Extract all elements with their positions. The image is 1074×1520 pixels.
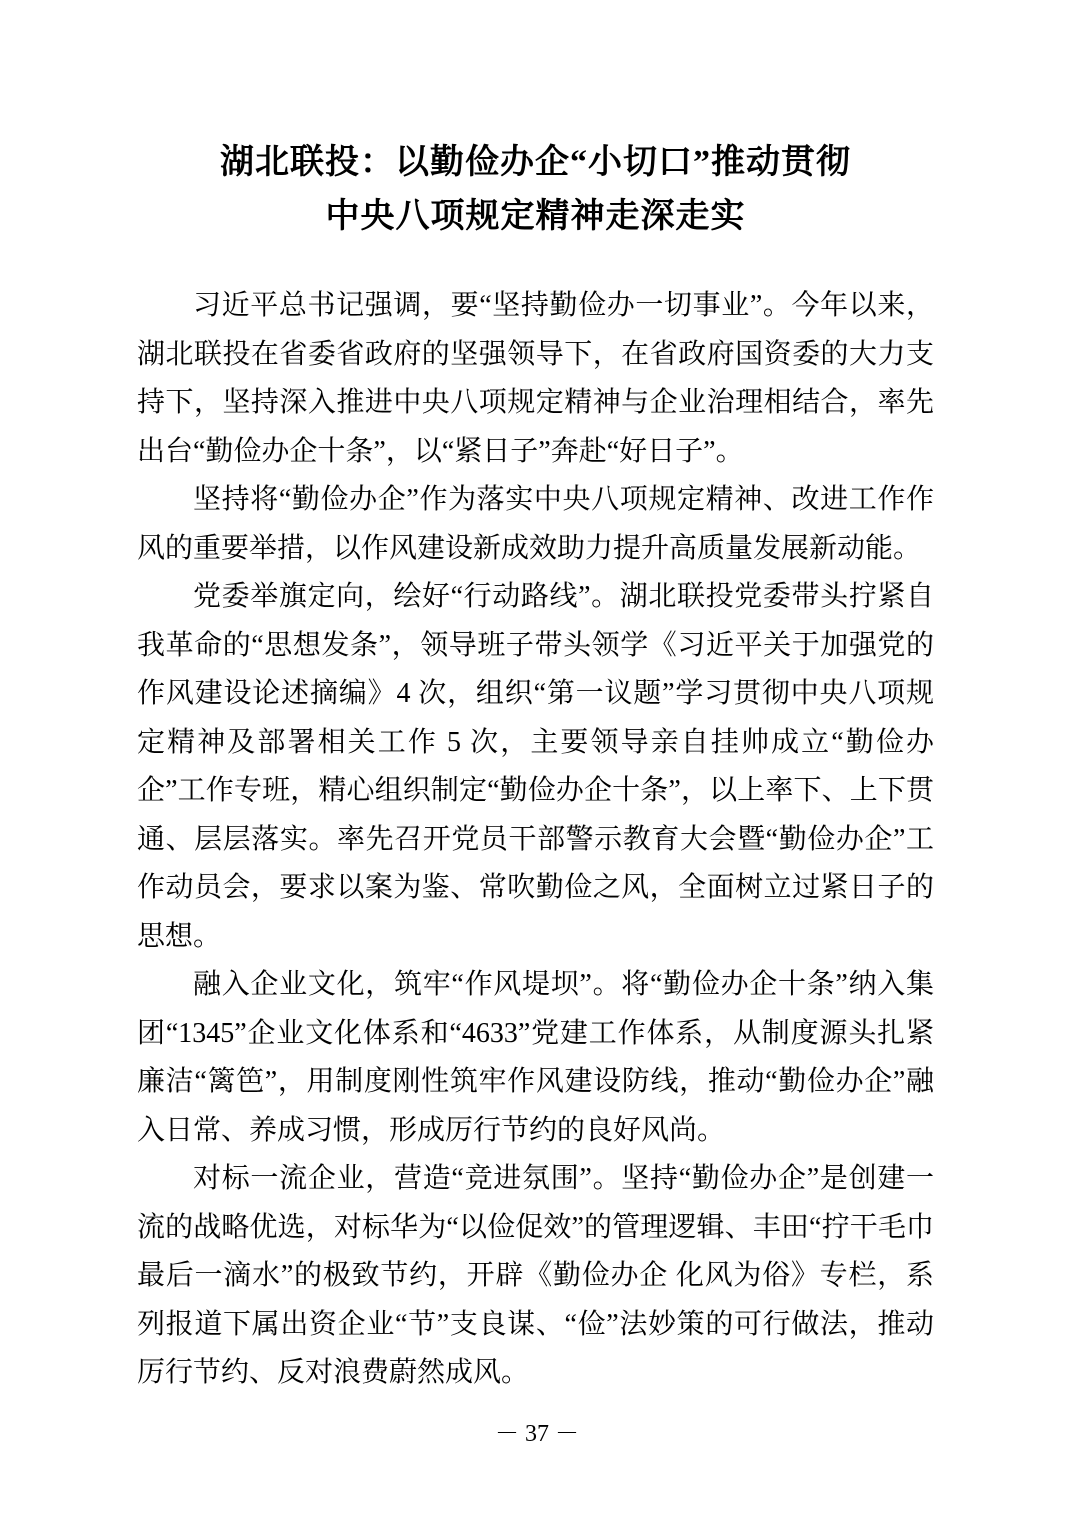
- page-number: － 37 －: [495, 1421, 579, 1447]
- paragraph-4: 融入企业文化，筑牢“作风堤坝”。将“勤俭办企十条”纳入集团“1345”企业文化体系和“4633”党建工作体系，从制度源头扎紧廉洁“篱笆”，用制度刚性筑牢作风建设防线，推动“勤俭办企”融入日常、养成习惯，形成厉行节约的良好风尚。: [137, 969, 934, 1146]
- title-line-2: 中央八项规定精神走深走实: [325, 198, 746, 235]
- paragraph-1: 习近平总书记强调，要“坚持勤俭办一切事业”。今年以来，湖北联投在省委省政府的坚强领导下，在省政府国资委的大力支持下，坚持深入推进中央八项规定精神与企业治理相结合，率先出台“勤俭办企十条”，以“紧日子”奔赴“好日子”。: [137, 290, 934, 467]
- paragraph-2: 坚持将“勤俭办企”作为落实中央八项规定精神、改进工作作风的重要举措，以作风建设新成效助力提升高质量发展新动能。: [137, 484, 934, 564]
- document-body: [137, 282, 934, 1398]
- page-footer: [0, 1420, 1074, 1448]
- title-line-1: 湖北联投：以勤俭办企“小切口”推动贯彻: [220, 144, 851, 181]
- document-title: [137, 136, 934, 244]
- paragraph-5: 对标一流企业，营造“竞进氛围”。坚持“勤俭办企”是创建一流的战略优选，对标华为“以俭促效”的管理逻辑、丰田“拧干毛巾最后一滴水”的极致节约，开辟《勤俭办企 化风为俗》专栏，系列报道下属出资企业“节”支良谋、“俭”法妙策的可行做法，推动厉行节约、反对浪费蔚然成风。: [137, 1163, 934, 1388]
- paragraph-3: 党委举旗定向，绘好“行动路线”。湖北联投党委带头拧紧自我革命的“思想发条”，领导班子带头领学《习近平关于加强党的作风建设论述摘编》4 次，组织“第一议题”学习贯彻中央八项规定精神及部署相关工作 5 次，主要领导亲自挂帅成立“勤俭办企”工作专班，精心组织制定“勤俭办企十条”，以上率下、上下贯通、层层落实。率先召开党员干部警示教育大会暨“勤俭办企”工作动员会，要求以案为鉴、常吹勤俭之风，全面树立过紧日子的思想。: [137, 581, 934, 952]
